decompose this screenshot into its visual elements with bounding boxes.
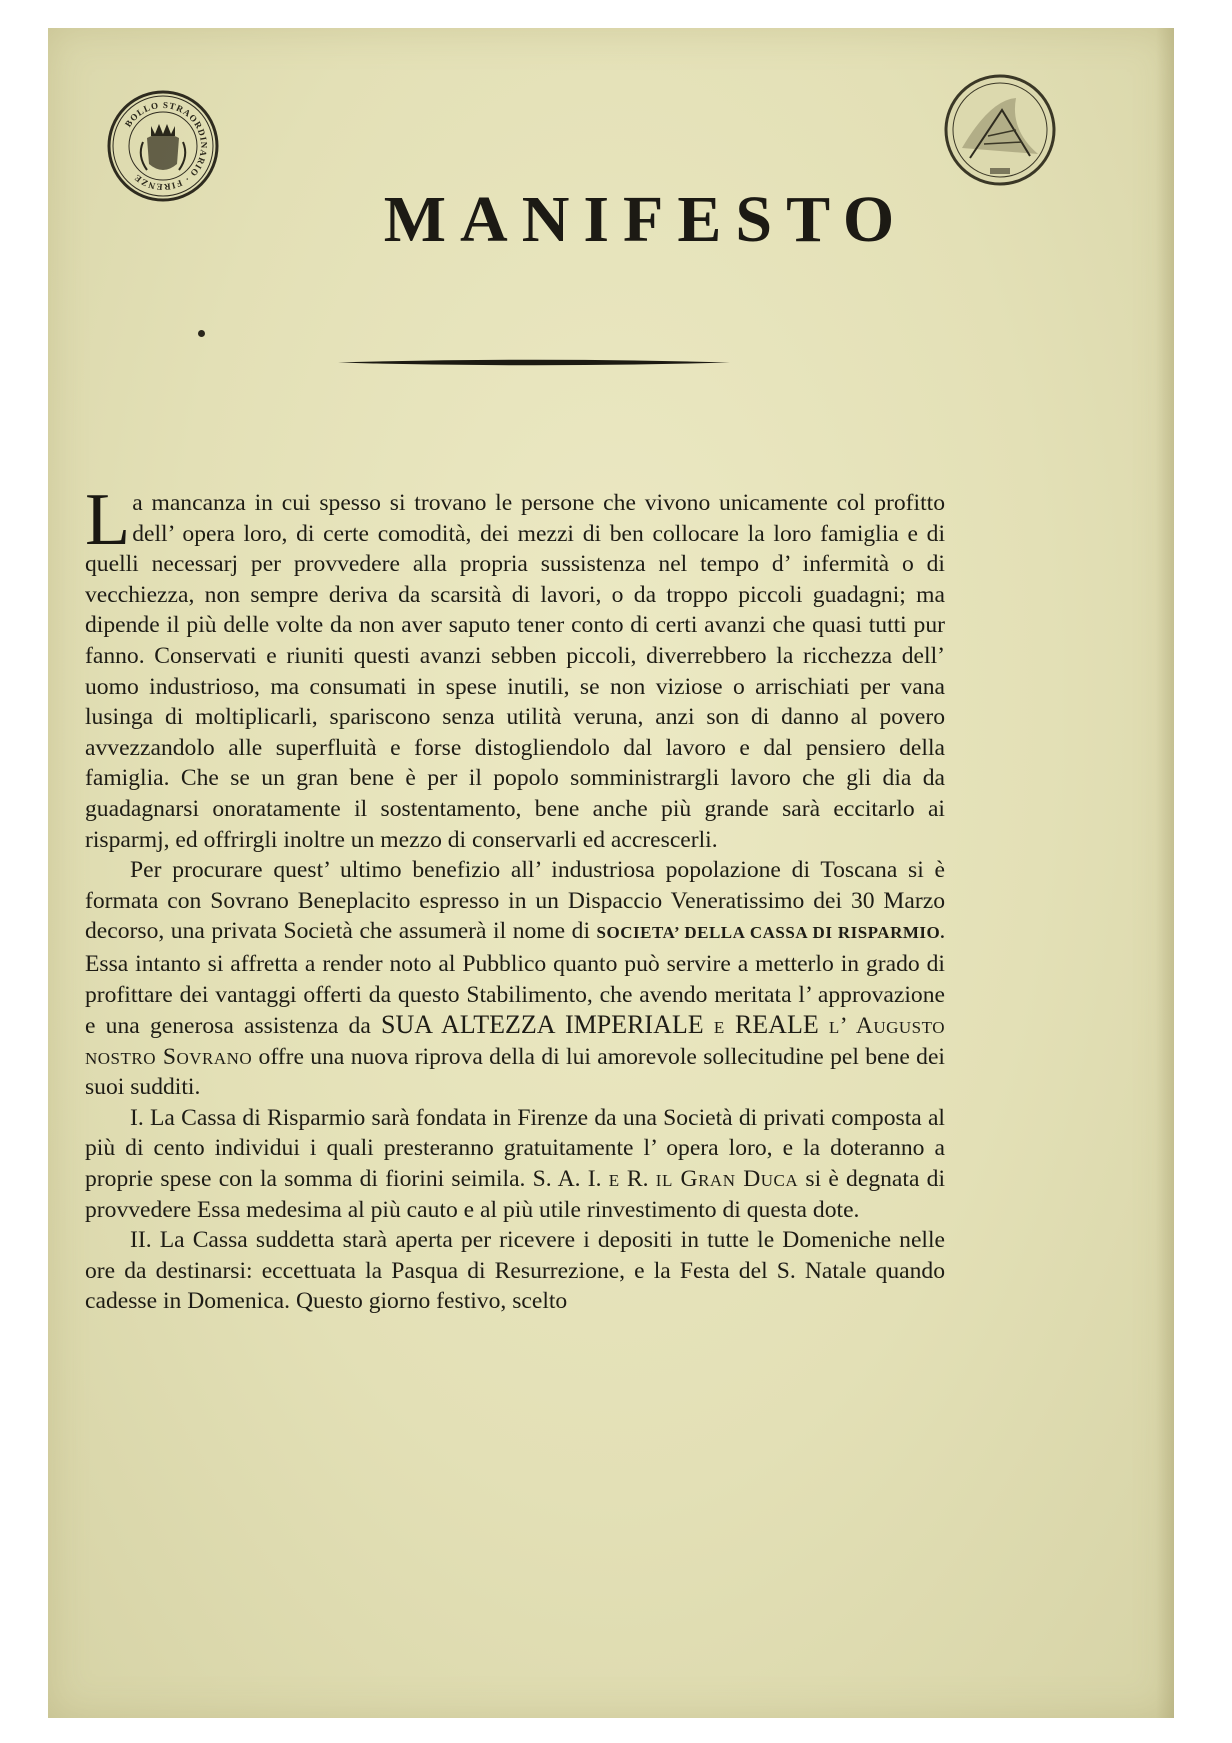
- society-name: SOCIETA’ DELLA CASSA DI RISPARMIO.: [596, 923, 945, 943]
- highness-conj: e: [713, 1013, 725, 1040]
- paragraph-2-part-2: Essa intanto si affretta a render noto al Pubblico quanto può servire a metterlo in grado di profittare dei vantaggi offerti da questo Stabilimento, che avendo meritata l’ approvazione e una generosa assistenza da: [85, 950, 945, 1040]
- paragraph-3-e: e: [608, 1166, 620, 1193]
- document-title: MANIFESTO: [383, 183, 909, 256]
- drop-cap: L: [85, 479, 131, 561]
- paragraph-3-text-1: I. La Cassa di Risparmio sarà fondata in Firenze da una Società di privati composta al più di cento individui i quali presteranno gratuitamente l’ opera loro, e la doteranno a proprie spese con la somma di fiorini seimila. S. A. I.: [85, 1104, 945, 1193]
- manifesto-body: [85, 479, 945, 1317]
- paragraph-3-r: R.: [626, 1166, 649, 1193]
- paragraph-4: [85, 1225, 945, 1317]
- highness-title: SUA ALTEZZA IMPERIALE: [381, 1010, 704, 1040]
- embossed-seal-icon: [940, 70, 1060, 190]
- paragraph-2: [85, 855, 945, 1103]
- paragraph-3-text-2: si è degnata di provvedere Essa medesima al più cauto e al più utile rinvestimento di questa dote.: [85, 1166, 945, 1223]
- paragraph-1-text: a mancanza in cui spesso si trovano le persone che vivono unicamente col profitto dell’ opera loro, di certe comodità, dei mezzi di ben collocare la loro famiglia e di quelli necessarj per provvedere alla propria sussistenza nel tempo d’ infermità o di vecchiezza, non sempre deriva da scarsità di lavori, o da troppo piccoli guadagni; ma dipende il più delle volte da non aver saputo tener conto di certi avanzi che quasi tutti pur fanno. Conservati e riuniti questi avanzi sebben piccoli, diverrebbero la ricchezza dell’ uomo industrioso, ma consumati in spese inutili, se non viziose o arrischiati per vana lusinga di moltiplicarli, spariscono senza utilità veruna, anzi son di danno al povero avvezzandolo alle superfluità e forse distogliendolo dal lavoro e dal pensiero della famiglia. Che se un gran bene è per il popolo somministrargli lavoro che gli dia da guadagnarsi onoratamente il sostentamento, bene anche più grande sarà eccitarlo ai risparmj, ed offrirgli inoltre un mezzo di conservarli ed accrescerli.: [85, 490, 945, 853]
- paragraph-2-part-1: Per procurare quest’ ultimo benefizio all’ industriosa popolazione di Toscana si è formata con Sovrano Beneplacito espresso in un Dispaccio Veneratissimo dei 30 Marzo decorso, una privata Società che assumerà il nome di: [85, 857, 945, 945]
- paper-edge-shadow: [1156, 28, 1174, 1718]
- reale-title: REALE: [734, 1010, 819, 1040]
- ornamental-rule: [338, 358, 730, 367]
- paragraph-2-part-3: offre una nuova riprova della di lui amorevole sollecitudine pel bene dei suoi sudditi.: [85, 1043, 945, 1101]
- paragraph-3: [85, 1103, 945, 1225]
- augusto-sovrano: l’ Augusto nostro Sovrano: [85, 1013, 945, 1070]
- svg-text:BOLLO STRAORDINARIO · FIRENZE: BOLLO STRAORDINARIO · FIRENZE: [122, 99, 210, 193]
- paragraph-4-text: II. La Cassa suddetta starà aperta per ricevere i depositi in tutte le Domeniche nelle ore da destinarsi: eccettuata la Pasqua di Resurrezione, e la Festa del S. Natale quando cadesse in Domenica. Questo giorno festivo, scelto: [85, 1227, 945, 1315]
- ink-dot: [198, 330, 205, 337]
- paragraph-1: [85, 479, 945, 855]
- gran-duca: il Gran Duca: [655, 1166, 799, 1193]
